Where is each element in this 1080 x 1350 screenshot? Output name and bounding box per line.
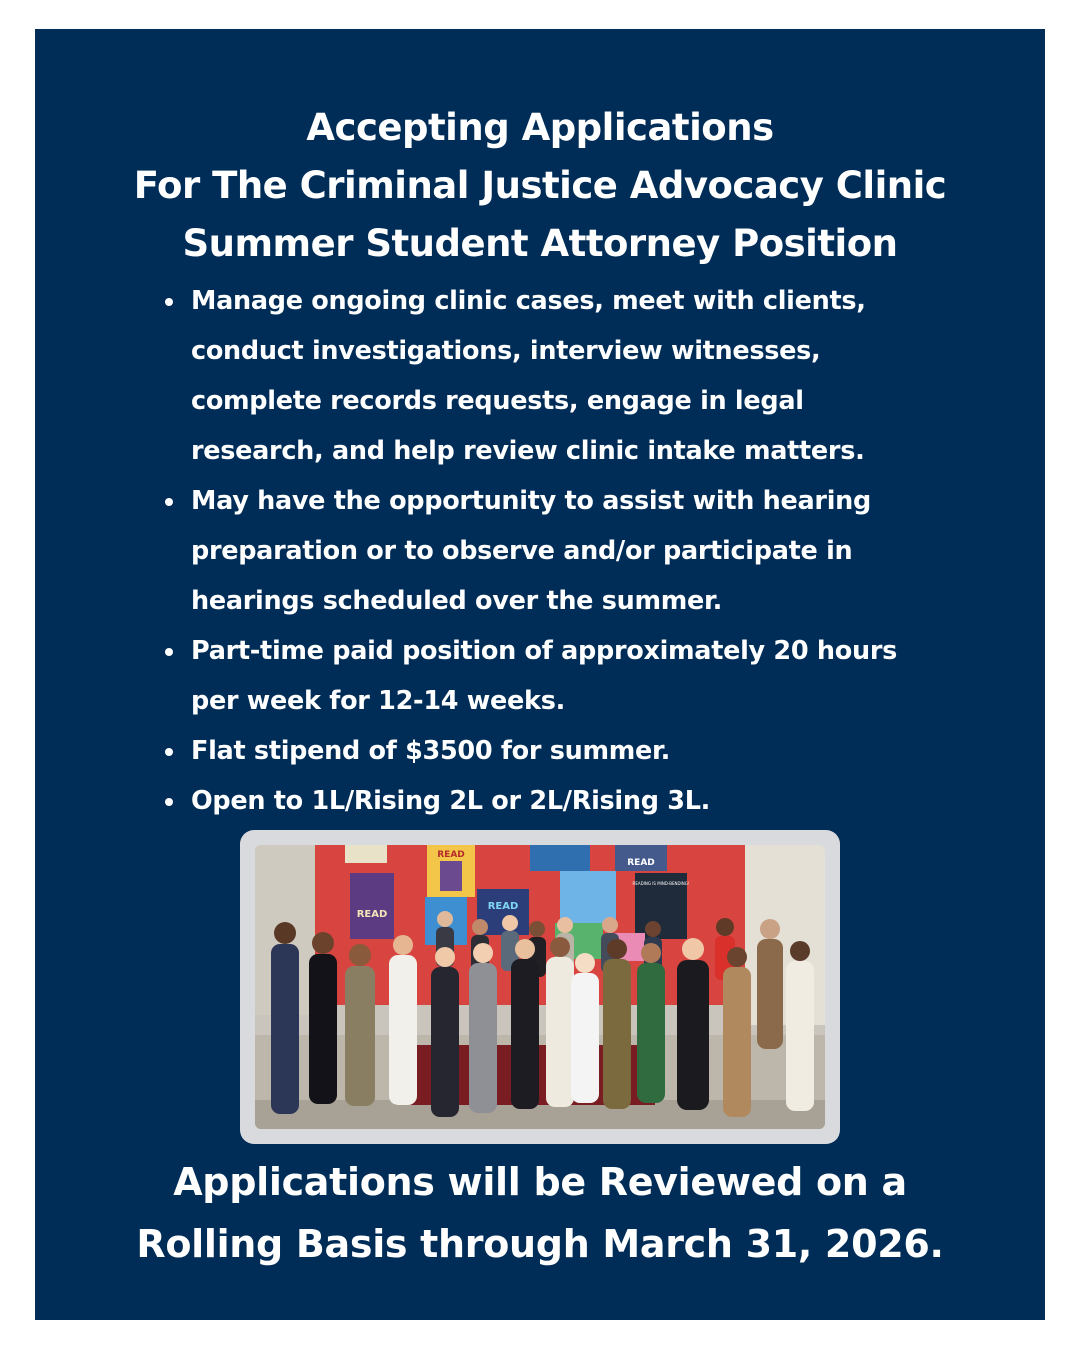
- flyer-panel: [35, 29, 1045, 1320]
- bullet-dot-icon: [165, 798, 173, 806]
- bullet-text-line: May have the opportunity to assist with hearing: [191, 486, 871, 516]
- poster-read-4: READ: [487, 901, 519, 912]
- bullet-stipend: [155, 726, 1015, 776]
- bullet-dot-icon: [165, 748, 173, 756]
- group-photo: [255, 845, 825, 1129]
- application-deadline: [35, 1151, 1045, 1275]
- bullet-text-line: hearings scheduled over the summer.: [191, 586, 723, 616]
- headline: [35, 99, 1045, 273]
- bullet-hours: [155, 626, 1015, 726]
- bullet-text-line: per week for 12-14 weeks.: [191, 686, 565, 716]
- bullet-eligibility: [155, 776, 1015, 826]
- bullet-dot-icon: [165, 298, 173, 306]
- position-details-list: [155, 276, 1015, 826]
- footer-line-1: Applications will be Reviewed on a: [173, 1160, 907, 1204]
- headline-line-3: Summer Student Attorney Position: [182, 222, 898, 265]
- bullet-dot-icon: [165, 498, 173, 506]
- headline-line-2: For The Criminal Justice Advocacy Clinic: [133, 164, 947, 207]
- bullet-text-line: conduct investigations, interview witnesses,: [191, 336, 821, 366]
- bullet-text-line: research, and help review clinic intake matters.: [191, 436, 865, 466]
- bullet-text-line: preparation or to observe and/or participate in: [191, 536, 853, 566]
- group-photo-frame: [240, 830, 840, 1144]
- bullet-duties: [155, 276, 1015, 476]
- poster-mind-bending: READING IS MIND-BENDING!: [632, 881, 690, 886]
- poster-read-1: READ: [437, 850, 465, 860]
- bullet-dot-icon: [165, 648, 173, 656]
- bullet-text-line: Flat stipend of $3500 for summer.: [191, 736, 671, 766]
- bullet-text-line: complete records requests, engage in legal: [191, 386, 804, 416]
- poster-read-3: READ: [356, 909, 388, 920]
- bullet-hearings: [155, 476, 1015, 626]
- bullet-text-line: Manage ongoing clinic cases, meet with clients,: [191, 286, 866, 316]
- bullet-text-line: Open to 1L/Rising 2L or 2L/Rising 3L.: [191, 786, 711, 816]
- headline-line-1: Accepting Applications: [306, 106, 774, 149]
- footer-line-2: Rolling Basis through March 31, 2026.: [136, 1222, 944, 1266]
- bullet-text-line: Part-time paid position of approximately 20 hours: [191, 636, 897, 666]
- poster-read-2: READ: [627, 858, 655, 868]
